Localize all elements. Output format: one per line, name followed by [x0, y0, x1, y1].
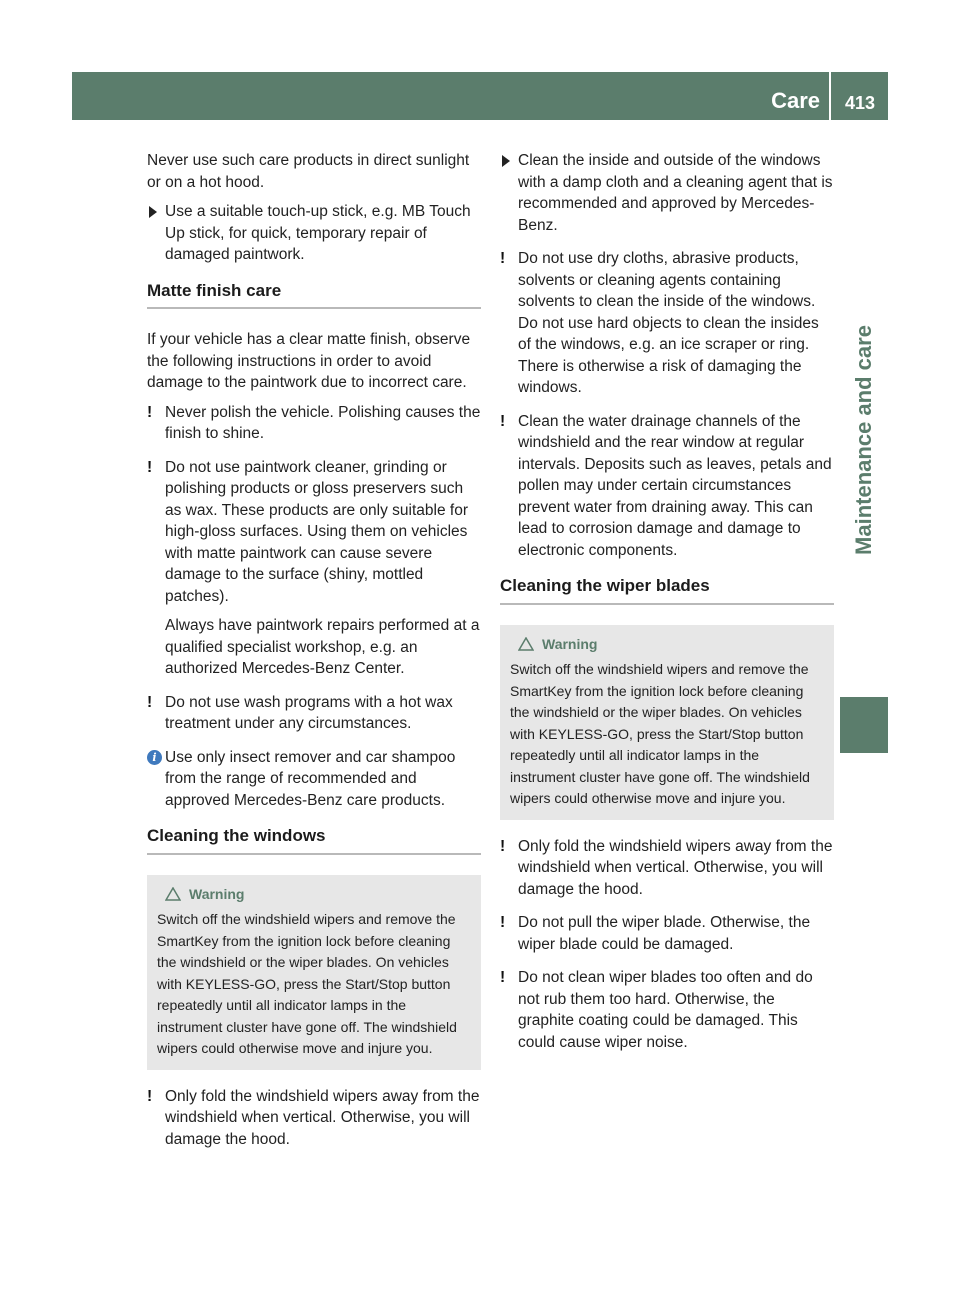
matte-intro: If your vehicle has a clear matte finish, observe the following instructions in order to avoid damage to the paintwork due to incorrect care.	[147, 331, 471, 391]
exclamation-icon: !	[500, 837, 506, 855]
exclamation-icon: !	[500, 969, 506, 986]
section-heading-windows: Cleaning the windows	[147, 825, 481, 855]
page-header	[72, 72, 888, 120]
warning-title-text: Warning	[542, 635, 598, 652]
exclamation-icon: !	[500, 250, 506, 267]
note-text: Do not clean wiper blades too often and do not rub them too hard. Otherwise, the graphite coating could be damaged. This could cause wiper noise.	[518, 969, 813, 1051]
step-text: Clean the inside and outside of the windows with a damp cloth and a cleaning agent that is recommended and approved by Mercedes-Benz.	[518, 152, 833, 234]
page-number: 413	[844, 93, 876, 113]
exclamation-icon: !	[500, 412, 506, 430]
exclamation-icon: !	[500, 914, 506, 931]
section-heading-wipers: Cleaning the wiper blades	[500, 575, 834, 605]
exclamation-icon: !	[147, 693, 153, 711]
info-item	[147, 747, 481, 812]
info-icon: i	[147, 750, 162, 765]
warning-box	[500, 625, 834, 820]
side-tab-marker	[840, 697, 888, 753]
left-column	[147, 150, 481, 1162]
warning-triangle-icon	[518, 637, 534, 651]
note-item	[500, 967, 834, 1053]
warning-text: Switch off the windshield wipers and remove the SmartKey from the ignition lock before cleaning the windshield or the wiper blades. On vehicles with KEYLESS-GO, press the Start/Stop button repeatedly until all indicator lamps in the instrument cluster have gone off. The windshield wipers could otherwise move and injure you.	[157, 911, 457, 1056]
note-item	[147, 1086, 481, 1151]
step-arrow-icon	[149, 206, 173, 218]
note-text: Do not use dry cloths, abrasive products, solvents or cleaning agents containing solvents to clean the inside of the windows. Do not use hard objects to clean the insides of the windows, e.g. an ice scraper or ring. There is otherwise a risk of damaging the windows.	[518, 250, 819, 396]
warning-text: Switch off the windshield wipers and remove the SmartKey from the ignition lock before cleaning the windshield or the wiper blades. On vehicles with KEYLESS-GO, press the Start/Stop button repeatedly until all indicator lamps in the instrument cluster have gone off. The windshield wipers could otherwise move and injure you.	[510, 661, 810, 806]
right-column	[500, 150, 834, 1065]
warning-title	[510, 634, 824, 656]
note-text: Do not pull the wiper blade. Otherwise, the wiper blade could be damaged.	[518, 914, 811, 953]
step-item	[500, 150, 834, 236]
note-item	[147, 692, 481, 735]
note-item	[500, 836, 834, 901]
warning-title	[157, 884, 471, 906]
note-text: Never polish the vehicle. Polishing causes the finish to shine.	[165, 403, 481, 442]
side-tab-label: Maintenance and care	[851, 325, 876, 555]
exclamation-icon: !	[147, 1087, 153, 1105]
note-text: Only fold the windshield wipers away from the windshield when vertical. Otherwise, you will damage the hood.	[165, 1087, 480, 1148]
exclamation-icon: !	[147, 458, 153, 476]
warning-title-text: Warning	[189, 885, 245, 902]
note-text: Do not use paintwork cleaner, grinding or polishing products or gloss preservers such as wax. These products are only suitable for high-gloss surfaces. Using them on vehicles with matte paintwork can cause severe damage to the surface (shiny, mottled patches).	[165, 458, 468, 605]
note-item	[147, 457, 481, 680]
note-text: Do not use wash programs with a hot wax treatment under any circumstances.	[165, 693, 453, 732]
section-heading-matte: Matte finish care	[147, 280, 481, 310]
exclamation-icon: !	[147, 403, 153, 421]
step-item	[147, 201, 481, 266]
note-item	[500, 248, 834, 399]
warning-box	[147, 875, 481, 1070]
note-text-continuation: Always have paintwork repairs performed at a qualified specialist workshop, e.g. an authorized Mercedes-Benz Center.	[165, 617, 480, 677]
page-title: Care	[771, 88, 820, 113]
warning-triangle-icon	[165, 887, 181, 901]
note-item	[500, 411, 834, 562]
note-text: Clean the water drainage channels of the windshield and the rear window at regular intervals. Deposits such as leaves, petals and pollen may under certain circumstances prevent water from draining away. This can lead to corrosion damage and damage to electronic components.	[518, 412, 832, 559]
info-text: Use only insect remover and car shampoo from the range of recommended and approved Mercedes-Benz care products.	[165, 748, 456, 809]
header-divider	[829, 72, 831, 120]
step-arrow-icon	[502, 155, 526, 167]
note-text: Only fold the windshield wipers away from the windshield when vertical. Otherwise, you will damage the hood.	[518, 837, 833, 898]
note-item	[147, 402, 481, 445]
intro-text: Never use such care products in direct sunlight or on a hot hood.	[147, 152, 470, 191]
step-text: Use a suitable touch-up stick, e.g. MB Touch Up stick, for quick, temporary repair of damaged paintwork.	[165, 203, 471, 263]
note-item	[500, 912, 834, 955]
side-tab	[840, 120, 888, 760]
